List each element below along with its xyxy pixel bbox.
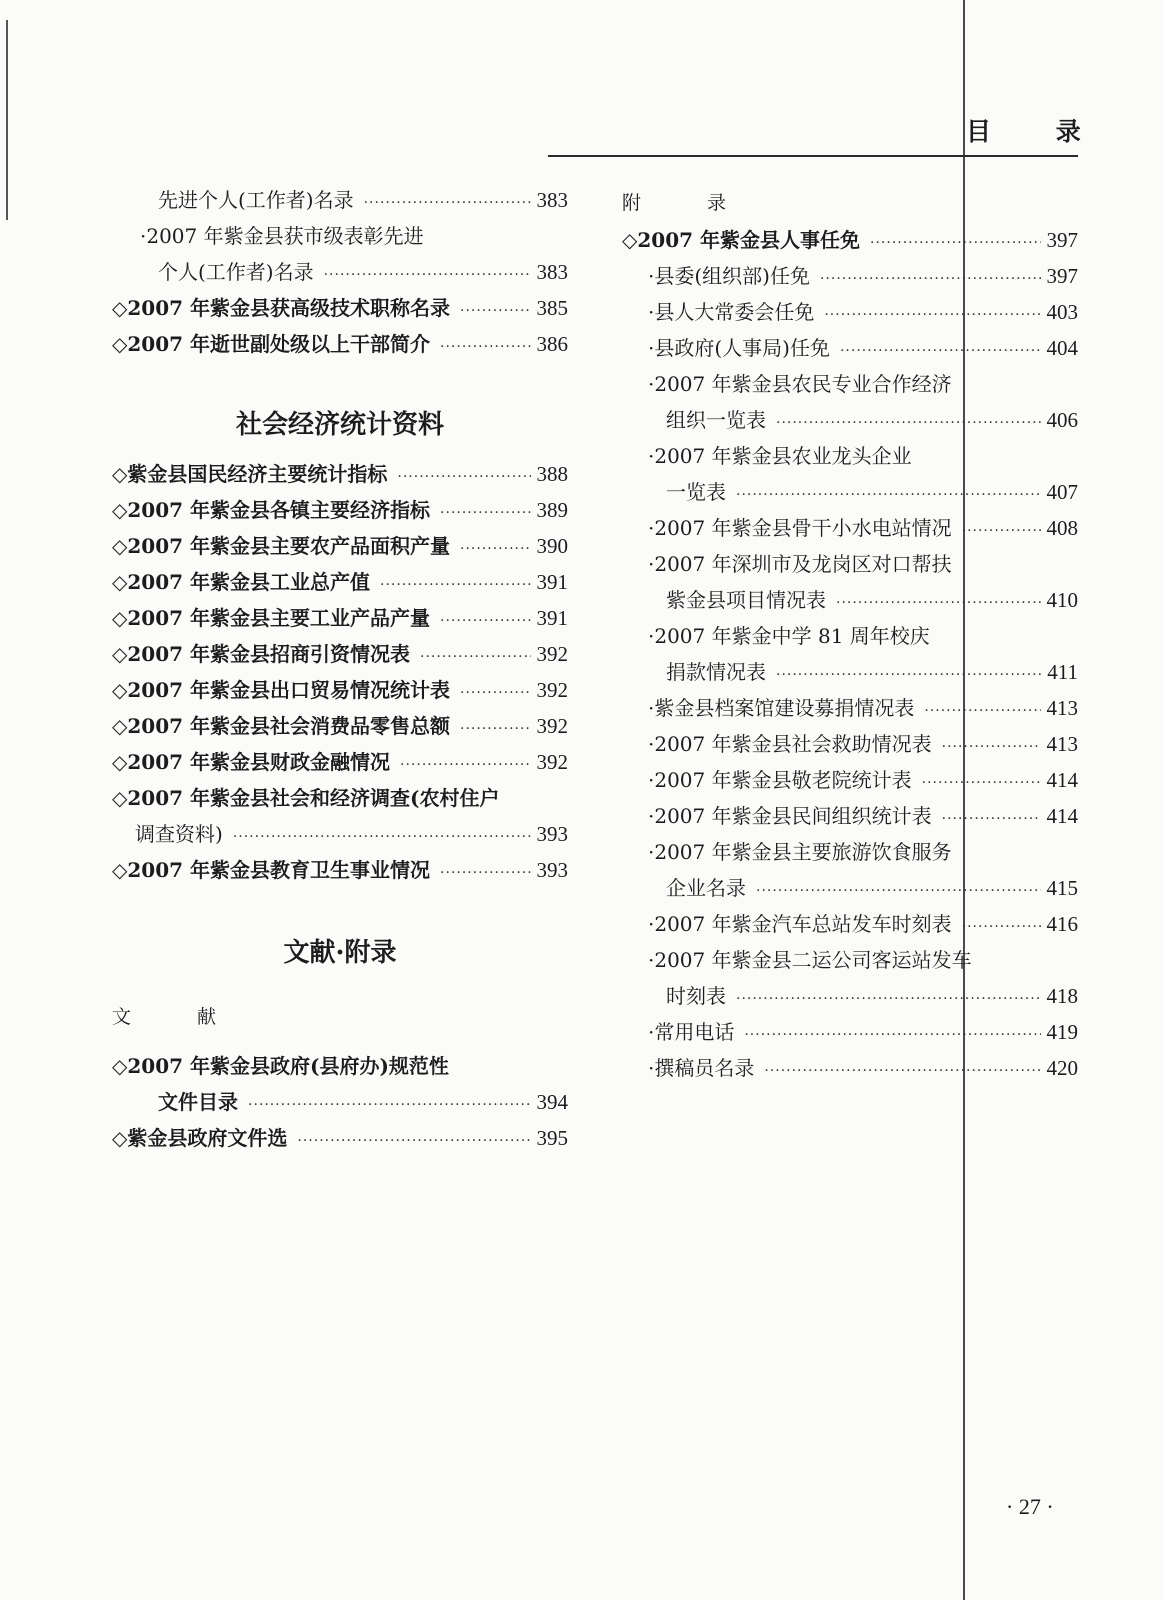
toc-entry-page: 383 bbox=[536, 260, 568, 284]
toc-entry[interactable] bbox=[112, 604, 568, 632]
toc-entry-title: ·2007 年紫金县获市级表彰先进 bbox=[140, 224, 424, 248]
toc-entry[interactable] bbox=[666, 982, 1078, 1010]
toc-entry[interactable] bbox=[112, 856, 568, 884]
toc-entry[interactable] bbox=[648, 622, 1078, 650]
toc-entry-title: ◇2007 年紫金县主要农产品面积产量 bbox=[112, 534, 451, 558]
toc-entry-title: ◇2007 年紫金县主要工业产品产量 bbox=[112, 606, 431, 630]
left-edge-shadow bbox=[6, 20, 8, 220]
toc-entry[interactable] bbox=[666, 874, 1078, 902]
dot-leader bbox=[324, 261, 531, 289]
toc-entry-title: 先进个人(工作者)名录 bbox=[158, 188, 354, 212]
dot-leader bbox=[460, 297, 530, 325]
toc-entry-title: ·2007 年紫金县骨干小水电站情况 bbox=[648, 516, 952, 540]
toc-entry-page: 418 bbox=[1046, 984, 1078, 1008]
toc-entry-page: 394 bbox=[536, 1090, 568, 1114]
toc-entry-title: ·2007 年紫金县敬老院统计表 bbox=[648, 768, 912, 792]
toc-entry[interactable] bbox=[112, 294, 568, 322]
toc-entry-page: 406 bbox=[1046, 408, 1078, 432]
toc-entry-page: 392 bbox=[536, 714, 568, 738]
toc-entry-title: ◇2007 年紫金县人事任免 bbox=[622, 228, 861, 252]
toc-entry-title: ·撰稿员名录 bbox=[648, 1056, 755, 1080]
toc-entry-title: ◇2007 年紫金县社会和经济调查(农村住户 bbox=[112, 786, 500, 810]
toc-entry[interactable] bbox=[648, 550, 1078, 578]
toc-entry-title: ·2007 年紫金县民间组织统计表 bbox=[648, 804, 932, 828]
toc-entry-title: ·紫金县档案馆建设募捐情况表 bbox=[648, 696, 915, 720]
toc-entry-title: 捐款情况表 bbox=[666, 660, 766, 684]
toc-entry[interactable] bbox=[648, 802, 1078, 830]
subsection-label: 附 录 bbox=[622, 192, 757, 214]
dot-leader bbox=[364, 189, 531, 217]
toc-entry[interactable] bbox=[648, 730, 1078, 758]
dot-leader bbox=[922, 769, 1041, 797]
toc-entry-title: ◇2007 年紫金县财政金融情况 bbox=[112, 750, 391, 774]
toc-entry-title: 个人(工作者)名录 bbox=[158, 260, 314, 284]
header-title: 目 录 bbox=[966, 117, 1109, 146]
toc-entry[interactable] bbox=[648, 370, 1078, 398]
toc-entry-page: 411 bbox=[1047, 660, 1078, 684]
dot-leader bbox=[460, 679, 530, 707]
toc-entry-title: ·常用电话 bbox=[648, 1020, 735, 1044]
toc-entry[interactable] bbox=[666, 478, 1078, 506]
dot-leader bbox=[440, 499, 530, 527]
dot-leader bbox=[736, 985, 1041, 1013]
subsection-label: 文 献 bbox=[112, 1006, 247, 1028]
toc-entry[interactable] bbox=[648, 694, 1078, 722]
toc-entry-page: 404 bbox=[1046, 336, 1078, 360]
toc-entry[interactable] bbox=[112, 784, 568, 812]
page-number: · 27 · bbox=[1006, 1494, 1054, 1519]
toc-entry[interactable] bbox=[158, 186, 568, 214]
dot-leader bbox=[776, 409, 1041, 437]
toc-entry[interactable] bbox=[112, 1052, 568, 1080]
toc-entry[interactable] bbox=[112, 676, 568, 704]
dot-leader bbox=[440, 859, 530, 887]
dot-leader bbox=[836, 589, 1041, 617]
toc-entry-title: ·2007 年紫金县农业龙头企业 bbox=[648, 444, 912, 468]
toc-entry-title: ·2007 年紫金县社会救助情况表 bbox=[648, 732, 932, 756]
toc-entry[interactable] bbox=[648, 838, 1078, 866]
toc-entry-page: 403 bbox=[1046, 300, 1078, 324]
dot-leader bbox=[962, 517, 1041, 545]
toc-entry[interactable] bbox=[648, 910, 1078, 938]
dot-leader bbox=[297, 1127, 530, 1155]
toc-entry[interactable] bbox=[112, 330, 568, 358]
toc-entry[interactable] bbox=[158, 258, 568, 286]
toc-entry[interactable] bbox=[112, 712, 568, 740]
section-title: 文献·附录 bbox=[283, 938, 397, 968]
dot-leader bbox=[776, 661, 1041, 689]
dot-leader bbox=[962, 913, 1041, 941]
toc-entry-title: ·2007 年紫金中学 81 周年校庆 bbox=[648, 624, 930, 648]
toc-entry-page: 397 bbox=[1046, 264, 1078, 288]
toc-entry-page: 407 bbox=[1046, 480, 1078, 504]
toc-entry-title: ◇2007 年逝世副处级以上干部简介 bbox=[112, 332, 431, 356]
toc-entry-title: ◇2007 年紫金县出口贸易情况统计表 bbox=[112, 678, 451, 702]
toc-entry[interactable] bbox=[112, 1124, 568, 1152]
toc-entry[interactable] bbox=[648, 1054, 1078, 1082]
dot-leader bbox=[440, 333, 530, 361]
toc-entry[interactable] bbox=[666, 586, 1078, 614]
toc-entry-page: 385 bbox=[536, 296, 568, 320]
toc-entry[interactable] bbox=[158, 1088, 568, 1116]
toc-entry-page: 408 bbox=[1046, 516, 1078, 540]
toc-entry-title: ◇2007 年紫金县社会消费品零售总额 bbox=[112, 714, 451, 738]
toc-entry[interactable] bbox=[648, 442, 1078, 470]
dot-leader bbox=[840, 337, 1041, 365]
toc-entry-page: 392 bbox=[536, 678, 568, 702]
toc-entry[interactable] bbox=[666, 658, 1078, 686]
dot-leader bbox=[460, 715, 530, 743]
toc-entry-page: 397 bbox=[1046, 228, 1078, 252]
toc-entry-page: 415 bbox=[1046, 876, 1078, 900]
dot-leader bbox=[942, 805, 1041, 833]
dot-leader bbox=[440, 607, 530, 635]
toc-entry-page: 383 bbox=[536, 188, 568, 212]
dot-leader bbox=[400, 751, 530, 779]
toc-entry-title: ◇2007 年紫金县教育卫生事业情况 bbox=[112, 858, 431, 882]
toc-entry-title: 紫金县项目情况表 bbox=[666, 588, 826, 612]
toc-entry-title: ◇2007 年紫金县政府(县府办)规范性 bbox=[112, 1054, 449, 1078]
toc-entry-title: 调查资料) bbox=[135, 822, 223, 846]
toc-entry-page: 392 bbox=[536, 642, 568, 666]
toc-entry-page: 413 bbox=[1046, 696, 1078, 720]
toc-entry-title: ◇紫金县国民经济主要统计指标 bbox=[112, 462, 388, 486]
toc-entry-title: ◇2007 年紫金县工业总产值 bbox=[112, 570, 371, 594]
dot-leader bbox=[942, 733, 1041, 761]
toc-entry[interactable] bbox=[112, 640, 568, 668]
toc-entry-title: ·县人大常委会任免 bbox=[648, 300, 815, 324]
toc-entry-page: 390 bbox=[536, 534, 568, 558]
dot-leader bbox=[824, 301, 1040, 329]
dot-leader bbox=[420, 643, 530, 671]
dot-leader bbox=[820, 265, 1041, 293]
toc-entry-page: 392 bbox=[536, 750, 568, 774]
toc-entry[interactable] bbox=[112, 460, 568, 488]
toc-entry-page: 386 bbox=[536, 332, 568, 356]
toc-entry-title: ◇2007 年紫金县各镇主要经济指标 bbox=[112, 498, 431, 522]
toc-entry[interactable] bbox=[112, 496, 568, 524]
toc-entry[interactable] bbox=[648, 334, 1078, 362]
toc-entry-page: 414 bbox=[1046, 768, 1078, 792]
toc-entry[interactable] bbox=[648, 514, 1078, 542]
toc-entry-page: 420 bbox=[1046, 1056, 1078, 1080]
dot-leader bbox=[744, 1021, 1040, 1049]
toc-entry[interactable] bbox=[135, 820, 568, 848]
toc-entry-page: 391 bbox=[536, 606, 568, 630]
header-rule bbox=[548, 155, 1078, 157]
toc-entry[interactable] bbox=[666, 406, 1078, 434]
toc-entry-page: 395 bbox=[536, 1126, 568, 1150]
toc-entry-title: ·2007 年紫金汽车总站发车时刻表 bbox=[648, 912, 952, 936]
dot-leader bbox=[380, 571, 530, 599]
toc-entry-title: 组织一览表 bbox=[666, 408, 766, 432]
toc-entry-page: 419 bbox=[1046, 1020, 1078, 1044]
toc-entry-title: 文件目录 bbox=[158, 1090, 238, 1114]
toc-entry-page: 416 bbox=[1046, 912, 1078, 936]
dot-leader bbox=[233, 823, 531, 851]
toc-entry-page: 414 bbox=[1046, 804, 1078, 828]
toc-entry[interactable] bbox=[112, 532, 568, 560]
toc-entry-title: 一览表 bbox=[666, 480, 726, 504]
toc-entry[interactable] bbox=[112, 748, 568, 776]
dot-leader bbox=[924, 697, 1040, 725]
toc-entry-title: 时刻表 bbox=[666, 984, 726, 1008]
toc-entry[interactable] bbox=[622, 226, 1078, 254]
dot-leader bbox=[870, 229, 1040, 257]
toc-entry-title: 企业名录 bbox=[666, 876, 746, 900]
toc-entry[interactable] bbox=[648, 262, 1078, 290]
toc-entry-title: ◇2007 年紫金县获高级技术职称名录 bbox=[112, 296, 451, 320]
dot-leader bbox=[764, 1057, 1040, 1085]
toc-entry-page: 410 bbox=[1046, 588, 1078, 612]
section-title: 社会经济统计资料 bbox=[235, 410, 444, 440]
toc-entry-page: 393 bbox=[536, 858, 568, 882]
toc-entry-title: ·2007 年紫金县二运公司客运站发车 bbox=[648, 948, 972, 972]
dot-leader bbox=[248, 1091, 531, 1119]
toc-entry-title: ◇2007 年紫金县招商引资情况表 bbox=[112, 642, 411, 666]
toc-entry-page: 389 bbox=[536, 498, 568, 522]
toc-entry[interactable] bbox=[648, 946, 1078, 974]
dot-leader bbox=[736, 481, 1041, 509]
dot-leader bbox=[756, 877, 1041, 905]
toc-entry[interactable] bbox=[112, 568, 568, 596]
toc-entry-title: ◇紫金县政府文件选 bbox=[112, 1126, 288, 1150]
toc-entry[interactable] bbox=[648, 298, 1078, 326]
toc-entry-page: 393 bbox=[536, 822, 568, 846]
toc-entry-page: 388 bbox=[536, 462, 568, 486]
toc-entry-title: ·2007 年紫金县农民专业合作经济 bbox=[648, 372, 952, 396]
dot-leader bbox=[460, 535, 530, 563]
toc-entry-title: ·2007 年紫金县主要旅游饮食服务 bbox=[648, 840, 952, 864]
dot-leader bbox=[397, 463, 530, 491]
toc-entry-title: ·2007 年深圳市及龙岗区对口帮扶 bbox=[648, 552, 952, 576]
toc-entry-title: ·县政府(人事局)任免 bbox=[648, 336, 830, 360]
toc-entry[interactable] bbox=[648, 1018, 1078, 1046]
toc-entry-page: 413 bbox=[1046, 732, 1078, 756]
toc-entry-title: ·县委(组织部)任免 bbox=[648, 264, 810, 288]
toc-entry[interactable] bbox=[140, 222, 568, 250]
toc-entry[interactable] bbox=[648, 766, 1078, 794]
toc-entry-page: 391 bbox=[536, 570, 568, 594]
